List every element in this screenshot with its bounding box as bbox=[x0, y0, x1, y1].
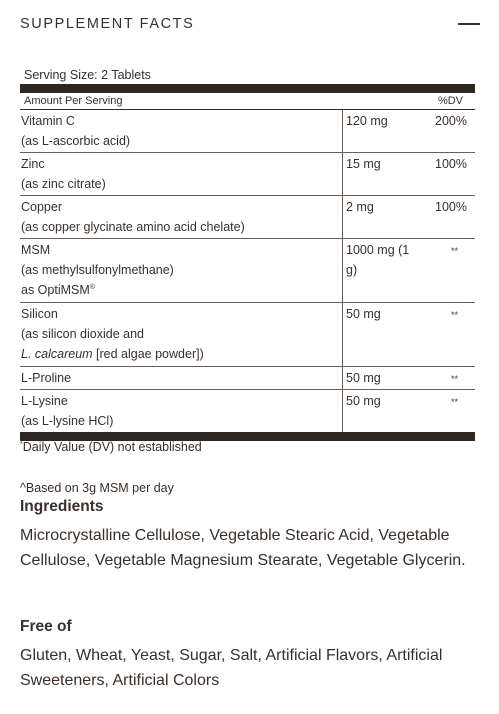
nutrient-detail: (as methylsulfonylmethane) bbox=[21, 263, 174, 277]
free-of-title: Free of bbox=[20, 618, 72, 635]
registered-mark: ® bbox=[89, 283, 95, 291]
table-top-bar bbox=[20, 84, 475, 93]
dv-column-label: %DV bbox=[437, 95, 463, 107]
section-title: SUPPLEMENT FACTS bbox=[20, 16, 195, 32]
nutrient-detail: (as zinc citrate) bbox=[21, 177, 106, 191]
nutrient-dv: ** bbox=[450, 374, 458, 384]
nutrient-amount: 2 mg bbox=[346, 200, 374, 214]
table-row bbox=[20, 303, 475, 367]
serving-size: Serving Size: 2 Tablets bbox=[24, 68, 151, 82]
nutrient-name: Vitamin C bbox=[21, 114, 75, 128]
nutrient-dv: 200% bbox=[435, 114, 467, 128]
nutrient-detail-brand: as OptiMSM bbox=[21, 283, 90, 297]
nutrient-amount: 50 mg bbox=[346, 307, 381, 321]
supplement-facts-header[interactable] bbox=[20, 14, 480, 36]
nutrient-name: L-Proline bbox=[21, 371, 72, 385]
asterisk-mark: * bbox=[20, 440, 23, 448]
nutrient-amount: 120 mg bbox=[346, 114, 388, 128]
minus-icon[interactable] bbox=[458, 23, 480, 25]
nutrient-dv: ** bbox=[450, 246, 458, 256]
nutrient-detail: (as silicon dioxide and bbox=[21, 327, 144, 341]
nutrient-amount-cont: g) bbox=[346, 263, 358, 277]
table-row bbox=[20, 196, 475, 239]
dv-footnote bbox=[20, 440, 202, 454]
nutrient-amount: 50 mg bbox=[346, 394, 381, 408]
nutrient-amount: 1000 mg (1 bbox=[346, 243, 410, 257]
dv-footnote-text: Daily Value (DV) not established bbox=[22, 440, 202, 454]
nutrient-detail-rest: [red algae powder]) bbox=[92, 347, 204, 361]
nutrient-name: MSM bbox=[21, 243, 51, 257]
nutrient-dv: ** bbox=[450, 397, 458, 407]
ingredients-title: Ingredients bbox=[20, 498, 104, 515]
table-row bbox=[20, 153, 475, 196]
nutrient-amount: 50 mg bbox=[346, 371, 381, 385]
nutrient-detail: (as L-ascorbic acid) bbox=[21, 134, 131, 148]
table-row bbox=[20, 367, 475, 390]
table-row bbox=[20, 390, 475, 432]
msm-footnote: ^Based on 3g MSM per day bbox=[20, 481, 174, 495]
nutrient-dv: 100% bbox=[435, 200, 467, 214]
nutrient-amount: 15 mg bbox=[346, 157, 381, 171]
nutrient-detail: (as L-lysine HCl) bbox=[21, 414, 114, 428]
nutrient-detail-italic: L. calcareum bbox=[21, 347, 93, 361]
nutrient-name: Silicon bbox=[21, 307, 58, 321]
nutrient-dv: 100% bbox=[435, 157, 467, 171]
free-of-text: Gluten, Wheat, Yeast, Sugar, Salt, Artificial Flavors, Artificial Sweeteners, Artificial Colors bbox=[20, 647, 443, 689]
nutrient-dv: ** bbox=[450, 310, 458, 320]
supplement-facts-table bbox=[20, 67, 475, 441]
nutrient-detail: (as copper glycinate amino acid chelate) bbox=[21, 220, 245, 234]
column-header bbox=[20, 93, 475, 110]
ingredients-text: Microcrystalline Cellulose, Vegetable Stearic Acid, Vegetable Cellulose, Vegetable Magnesium Stearate, Vegetable Glycerin. bbox=[20, 527, 466, 569]
nutrient-name: Copper bbox=[21, 200, 62, 214]
table-row bbox=[20, 239, 475, 303]
amount-per-serving-label: Amount Per Serving bbox=[24, 95, 123, 107]
table-row bbox=[20, 110, 475, 153]
nutrient-name: Zinc bbox=[21, 157, 45, 171]
nutrient-name: L-Lysine bbox=[21, 394, 68, 408]
